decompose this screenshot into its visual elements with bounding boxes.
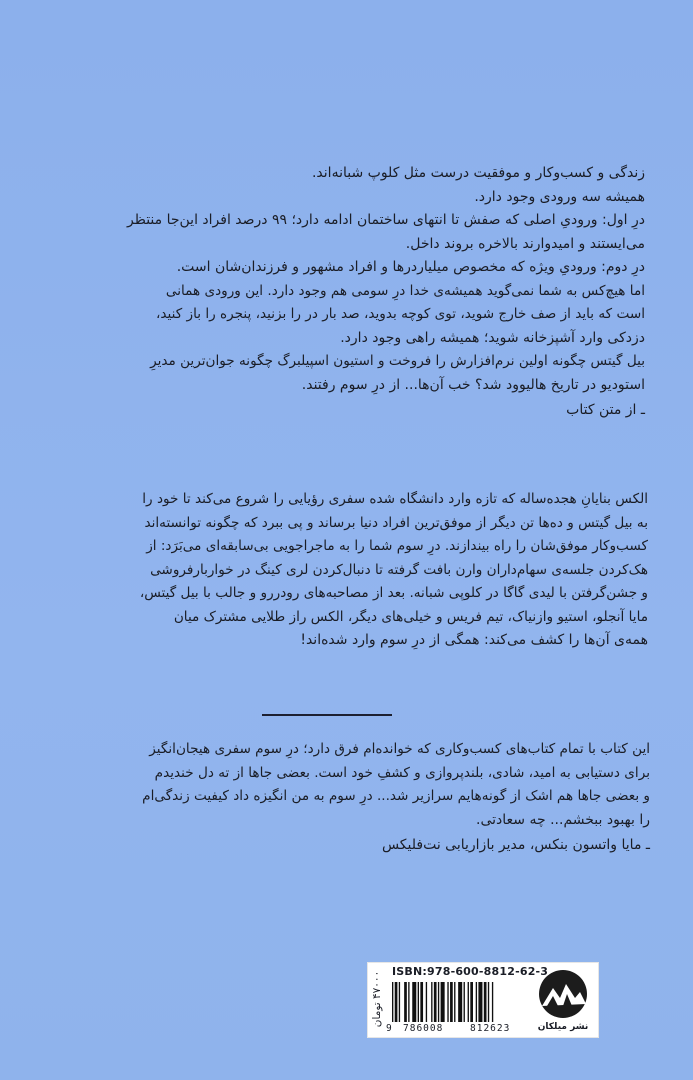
intro-excerpt [60, 162, 645, 423]
intro-line: دزدکی وارد آشپزخانه شوید؛ همیشه راهی وجود دارد. [340, 329, 645, 346]
description-line: به بیل گیتس و ده‌ها تن دیگر از موفق‌ترین افراد دنیا برساند و پی ببرد که چگونه توانسته‌اند [144, 514, 648, 531]
endorsement-line: و بعضی جاها هم اشک از گونه‌هایم سرازیر شد... درِ سوم به من انگیزه داد کیفیت زندگی‌ام [142, 788, 650, 804]
endorsement-line: را بهبود ببخشم... چه سعادتی. [476, 811, 650, 828]
endorsement-attribution: ـ مایا واتسون بنکس، مدیر بازاریابی نت‌فلیکس [381, 837, 650, 853]
intro-line: درِ اول: ورودیِ اصلی که صفش تا انتهای ساختمان ادامه دارد؛ ۹۹ درصد افراد این‌جا منتظر [126, 212, 645, 228]
intro-line: است که باید از صف خارج شوید، توی کوچه بدوید، صد بار در را بزنید، پنجره را باز کنید، [155, 306, 645, 322]
publisher-name: نشر میلکان [537, 1022, 589, 1032]
description-line: مایا آنجلو، استیو وازنیاک، تیم فریس و خیلی‌های دیگر، الکس راز طلایی مشترک میان [173, 608, 648, 625]
intro-line: بیل گیتس چگونه اولین نرم‌افزارش را فروخت و استیون اسپیلبرگ چگونه جوان‌ترین مدیرِ [150, 353, 645, 369]
barcode-bars [392, 982, 529, 1022]
endorsement-line: برای دستیابی به امید، شادی، بلندپروازی و کشفِ خود است. بعضی جاها از ته دل خندیدم [154, 764, 650, 781]
intro-attribution: ـ از متن کتاب [566, 402, 645, 418]
description-line: و جشن‌گرفتن با لیدی گاگا در کلوپی شبانه. بعد از مصاحبه‌های رودررو و جالب با بیل گیتس، [139, 585, 648, 601]
intro-line: اما هیچ‌کس به شما نمی‌گوید همیشه‌ی خدا درِ سومی هم وجود دارد. این ورودی همانی [165, 282, 645, 299]
endorsement-line: این کتاب با تمام کتاب‌های کسب‌وکاری که خوانده‌ام فرق دارد؛ درِ سوم سفری هیجان‌انگیز [149, 741, 650, 757]
endorsement-quote [60, 738, 650, 858]
isbn-text: ISBN:978-600-8812-62-3 [392, 965, 549, 978]
price-text: ۴۷۰۰۰ تومان [371, 970, 383, 1028]
price-label [369, 964, 385, 1034]
description-line: کسب‌وکار موفق‌شان را راه بیندازند. درِ سوم شما را به ماجراجویی بی‌سابقه‌ای می‌بَرَد: از [146, 538, 648, 554]
intro-line: درِ دوم: ورودیِ ویژه که مخصوص میلیاردرها و افراد مشهور و فرزندان‌شان است. [176, 259, 645, 275]
intro-line: استودیو در تاریخ هالیوود شد؟ خب آن‌ها... از درِ سوم رفتند. [301, 376, 645, 393]
section-divider [262, 714, 392, 716]
intro-line: زندگی و کسب‌وکار و موفقیت درست مثل کلوپ شبانه‌اند. [311, 165, 645, 181]
publisher-logo-icon [533, 968, 593, 1030]
ean-digit-first: 9 [386, 1023, 392, 1034]
book-description [52, 488, 648, 653]
description-line: همه‌ی آن‌ها را کشف می‌کند: همگی از درِ سوم وارد شده‌اند! [300, 632, 648, 648]
ean-digits-left: 786008 [403, 1023, 444, 1034]
ean-digits-right: 812623 [470, 1023, 511, 1034]
description-line: الکس بنایانِ هجده‌ساله که تازه وارد دانشگاه شده سفری رؤیایی را شروع می‌کند تا خود را [142, 491, 648, 507]
intro-line: می‌ایستند و امیدوارند بالاخره بروند داخل. [405, 235, 645, 252]
description-line: هک‌کردن جلسه‌ی سهام‌داران وارن بافت گرفته تا دنبال‌کردن لری کینگ در خواربارفروشی [150, 561, 648, 578]
intro-line: همیشه سه ورودی وجود دارد. [474, 188, 645, 205]
